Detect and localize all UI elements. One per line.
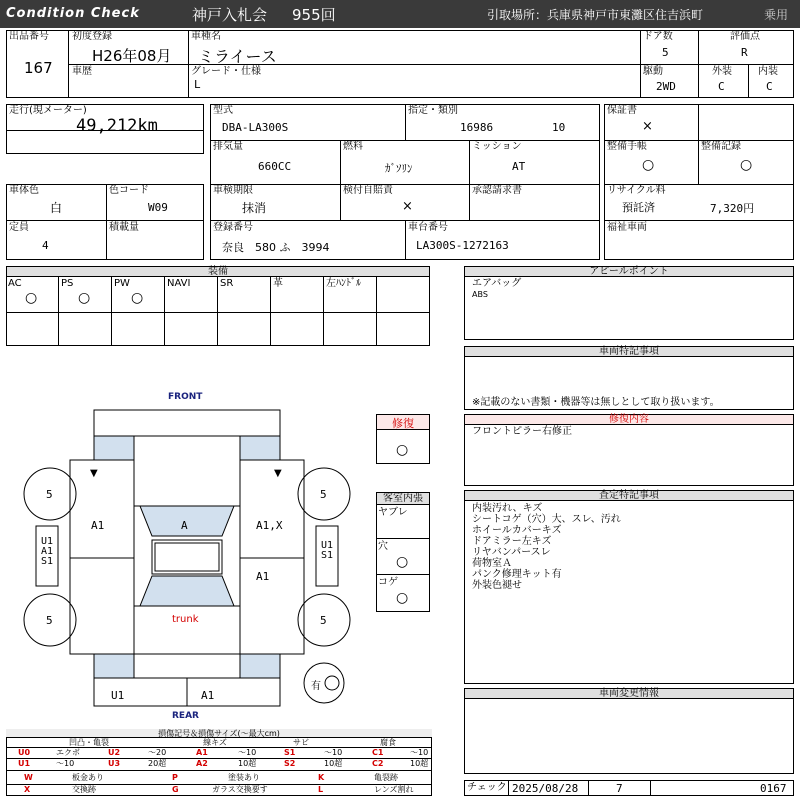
inspection-note-2: シートコゲ（穴）大、スレ、汚れ: [472, 514, 621, 525]
equip-navi-label: NAVI: [167, 278, 191, 289]
equip-ac-value: ○: [25, 290, 38, 306]
equip-leather-label: 革: [273, 278, 283, 289]
equip-pw-label: PW: [114, 278, 130, 289]
tire-front-left: 5: [46, 488, 53, 501]
claim-label: 承認請求書: [472, 185, 522, 196]
service-book-value: ○: [642, 157, 655, 173]
equipment-title: 装備: [6, 266, 430, 277]
capacity-value: 4: [42, 239, 49, 252]
inspection-note-1: 内装汚れ、キズ: [472, 503, 543, 514]
capacity-label: 定員: [9, 222, 29, 233]
insurance-value: ×: [402, 199, 413, 214]
color-code-value: W09: [148, 201, 168, 214]
repair-detail-text: フロントピラー右修正: [472, 426, 572, 437]
right-front-door-damage: A1,X: [256, 519, 283, 532]
appeal-line-1: エアバッグ: [472, 278, 522, 289]
service-book-label: 整備手帳: [607, 141, 647, 152]
model-value: DBA-LA300S: [222, 121, 289, 134]
doors-label: ドア数: [643, 31, 673, 42]
rear-bumper-left-damage: U1: [111, 689, 125, 702]
equip-sr-label: SR: [220, 278, 234, 289]
chassis-label: 車台番号: [408, 222, 448, 233]
tire-rear-right: 5: [320, 614, 327, 627]
grade-label: グレード・仕様: [191, 66, 261, 77]
appeal-line-2: ABS: [472, 290, 488, 299]
equip-ps-value: ○: [78, 290, 91, 306]
inspection-value: 抹消: [242, 201, 267, 215]
rear-label: REAR: [172, 711, 199, 721]
service-record-value: ○: [740, 157, 753, 173]
inspection-note-3: ホイールカバーキズ: [472, 525, 562, 536]
roof-damage: A: [181, 519, 188, 532]
inspection-notes-title: 査定特記事項: [464, 490, 794, 501]
auction-name: 神戸入札会: [192, 6, 268, 24]
designation-label: 指定・類別: [408, 105, 458, 116]
car-name-label: 車種名: [191, 31, 221, 42]
right-rear-door-damage: A1: [256, 570, 270, 583]
load-label: 積載量: [109, 222, 139, 233]
check-num: 7: [616, 782, 623, 795]
interior-tear-label: ヤブレ: [378, 507, 408, 518]
equip-ps-label: PS: [61, 278, 74, 289]
model-label: 型式: [213, 105, 233, 116]
legend-row-4: X 交換跡 G ガラス交換要す L レンズ割れ: [24, 785, 414, 794]
drive-value: 2WD: [656, 80, 676, 93]
legend-group-dent: 凹凸・亀裂: [69, 738, 109, 747]
displacement-value: 660CC: [258, 160, 292, 173]
insurance-label: 検付自賠責: [343, 185, 393, 196]
first-reg-value: H26年08月: [92, 47, 172, 65]
right-sill-damage: U1 S1: [321, 540, 334, 561]
interior-burn-label: コゲ: [378, 577, 398, 588]
header-bar: [0, 0, 800, 28]
warranty-value: ×: [642, 119, 653, 134]
legend-group-corrosion: 腐食: [380, 738, 396, 747]
special-notes-title: 車両特記事項: [464, 346, 794, 357]
tire-rear-left: 5: [46, 614, 53, 627]
docs-grid: [604, 104, 794, 260]
exterior-label: 外装: [712, 66, 732, 77]
regno-value: 奈良 580 ふ 3994: [222, 241, 330, 254]
interior-title: 客室内張: [376, 492, 430, 505]
legend-title: 損傷記号＆損傷サイズ(～最大cm): [6, 729, 432, 738]
drive-label: 駆動: [643, 66, 663, 77]
mileage-value: 49,212km: [76, 116, 158, 136]
interior-hole-value: ○: [396, 554, 409, 570]
check-code: 0167: [760, 782, 787, 795]
body-color-value: 白: [50, 201, 63, 215]
mission-value: AT: [512, 160, 526, 173]
interior-hole-label: 穴: [378, 541, 388, 552]
appeal-title: アピールポイント: [464, 266, 794, 277]
spare-tire-label: 有: [311, 681, 321, 692]
inspection-label: 車検期限: [213, 185, 253, 196]
left-front-door-damage: A1: [91, 519, 105, 532]
repair-title: 修復: [377, 415, 429, 430]
history-label: 車歴: [72, 66, 92, 77]
regno-label: 登録番号: [213, 222, 253, 233]
mileage-label: 走行(現メーター): [9, 105, 87, 116]
change-info-box: [464, 698, 794, 774]
inspection-note-8: 外装色褪せ: [472, 580, 522, 591]
recycle-amount: 7,320円: [710, 202, 755, 215]
front-label: FRONT: [168, 392, 203, 402]
left-mirror-icon: ▼: [90, 468, 98, 479]
exterior-value: C: [718, 80, 725, 93]
auction-round: 955回: [292, 6, 336, 24]
fuel-value: ｶﾞｿﾘﾝ: [385, 162, 413, 175]
interior-label: 内装: [758, 66, 778, 77]
doors-value: 5: [662, 46, 669, 59]
color-code-label: 色コード: [109, 185, 149, 196]
inspection-note-7: パンク修理キット有: [472, 569, 562, 580]
score-value: R: [741, 46, 748, 59]
legend-row-2: U1 ～10 U3 20超 A2 10超 S2 10超 C2 10超: [18, 759, 429, 768]
left-sill-damage: U1 A1 S1: [41, 536, 54, 567]
recycle-label: リサイクル料: [607, 185, 666, 196]
pickup-location: 引取場所：兵庫県神戸市東灘区住吉浜町: [487, 8, 704, 22]
inspection-note-5: リヤバンパースレ: [472, 547, 551, 558]
body-color-label: 車体色: [9, 185, 39, 196]
welfare-label: 福祉車両: [607, 222, 647, 233]
legend-row-1: U0 エクボ U2 ～20 A1 ～10 S1 ～10 C1 ～10: [18, 748, 429, 757]
tire-front-right: 5: [320, 488, 327, 501]
interior-burn-value: ○: [396, 590, 409, 606]
interior-value: C: [766, 80, 773, 93]
change-info-title: 車両変更情報: [464, 688, 794, 699]
vehicle-category: 乗用: [764, 8, 789, 22]
equip-ac-label: AC: [8, 278, 22, 289]
special-notes-text: ※記載のない書類・機器等は無しとして取り扱います。: [472, 397, 720, 408]
car-diagram: [0, 400, 370, 710]
right-mirror-icon: ▼: [274, 468, 282, 479]
inspection-note-6: 荷物室Ａ: [472, 558, 512, 569]
equip-lhd-label: 左ﾊﾝﾄﾞﾙ: [326, 278, 361, 289]
repair-value: ○: [396, 442, 409, 458]
equip-pw-value: ○: [131, 290, 144, 306]
service-record-label: 整備記録: [701, 141, 741, 152]
legend-group-rust: サビ: [293, 738, 309, 747]
check-label: チェック: [467, 782, 507, 793]
displacement-label: 排気量: [213, 141, 243, 152]
repair-detail-title: 修復内容: [464, 414, 794, 425]
inspection-note-4: ドアミラー左キズ: [472, 536, 552, 547]
mission-label: ミッション: [472, 141, 522, 152]
lot-number: 167: [24, 59, 53, 77]
first-reg-label: 初度登録: [72, 31, 112, 42]
rear-bumper-right-damage: A1: [201, 689, 215, 702]
legend-row-3: W 板金あり P 塗装あり K 亀裂跡: [24, 773, 398, 782]
trunk-label: trunk: [172, 614, 199, 625]
warranty-label: 保証書: [607, 105, 637, 116]
chassis-value: LA300S-1272163: [416, 239, 509, 252]
grade-value: L: [194, 78, 201, 91]
category-value: 10: [552, 121, 566, 134]
legend-group-scratch: 線キズ: [203, 738, 227, 747]
check-date: 2025/08/28: [512, 782, 579, 795]
car-name-value: ミライース: [198, 47, 277, 66]
lot-label: 出品番号: [9, 31, 49, 42]
brand-label: Condition Check: [6, 6, 140, 21]
designation-value: 16986: [460, 121, 494, 134]
score-label: 評価点: [730, 31, 760, 42]
fuel-label: 燃料: [343, 141, 363, 152]
recycle-status: 預託済: [622, 201, 655, 214]
